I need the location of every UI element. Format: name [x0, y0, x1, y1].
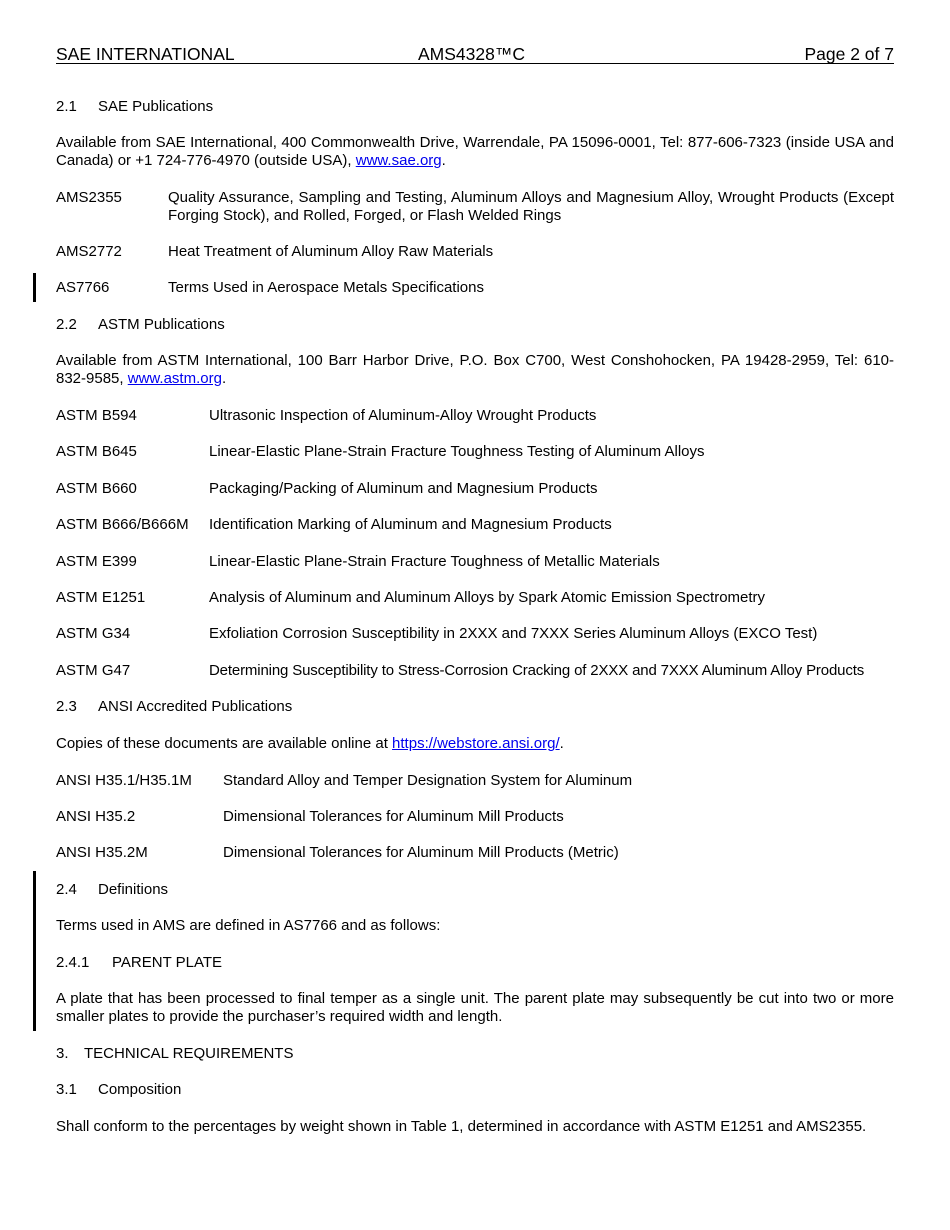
- section-3-heading: [56, 1045, 293, 1063]
- section-2-2-heading: [56, 316, 225, 334]
- ref-code: ANSI H35.2: [56, 808, 136, 825]
- ref-title: Terms Used in Aerospace Metals Specifications: [168, 279, 484, 296]
- sae-availability-paragraph: [56, 134, 894, 170]
- section-title: ANSI Accredited Publications: [98, 698, 293, 715]
- header-rule: [56, 63, 894, 64]
- section-number: 2.4.1: [56, 954, 90, 971]
- section-3-1-heading: [56, 1081, 181, 1099]
- ref-code: AMS2355: [56, 189, 122, 206]
- section-number: 2.2: [56, 316, 77, 333]
- availability-text: Copies of these documents are available online at: [56, 735, 393, 752]
- section-number: 2.1: [56, 98, 77, 115]
- definitions-intro: Terms used in AMS are defined in AS7766 and as follows:: [56, 917, 441, 934]
- ref-title: Ultrasonic Inspection of Aluminum-Alloy Wrought Products: [209, 407, 597, 424]
- ref-code: ASTM B645: [56, 443, 137, 460]
- availability-text: Available from SAE International, 400 Commonwealth Drive, Warrendale, PA 15096-0001, Tel: 877-606-7323 (inside USA and Canada) or +1 724-776-4970 (outside USA),: [56, 134, 894, 169]
- section-2-4-1-heading: [56, 954, 222, 972]
- section-title: ASTM Publications: [98, 316, 225, 333]
- section-title: SAE Publications: [98, 98, 214, 115]
- ref-code: ASTM G34: [56, 625, 131, 642]
- change-bar: [33, 871, 36, 1031]
- section-number: 3.: [56, 1045, 69, 1062]
- ref-code: AMS2772: [56, 243, 122, 260]
- section-title: Definitions: [98, 881, 169, 898]
- ref-code: ASTM E399: [56, 553, 137, 570]
- ref-code: ASTM B660: [56, 480, 137, 497]
- parent-plate-definition: A plate that has been processed to final temper as a single unit. The parent plate may subsequently be cut into two or more smaller plates to provide the purchaser’s required width and length.: [56, 990, 894, 1025]
- ref-title: Identification Marking of Aluminum and Magnesium Products: [209, 516, 612, 533]
- section-number: 2.4: [56, 881, 77, 898]
- ref-title: Determining Susceptibility to Stress-Corrosion Cracking of 2XXX and 7XXX Aluminum Alloy Products: [209, 662, 865, 679]
- ref-title: Dimensional Tolerances for Aluminum Mill Products: [223, 808, 564, 825]
- section-number: 3.1: [56, 1081, 77, 1098]
- ref-code: ASTM B594: [56, 407, 137, 424]
- ref-code: AS7766: [56, 279, 110, 296]
- astm-link[interactable]: www.astm.org: [127, 370, 222, 387]
- ref-code: ASTM G47: [56, 662, 131, 679]
- section-title: TECHNICAL REQUIREMENTS: [84, 1045, 294, 1062]
- section-title: PARENT PLATE: [112, 954, 223, 971]
- change-bar: [33, 273, 36, 302]
- availability-text-end: .: [559, 735, 564, 752]
- sae-link[interactable]: www.sae.org: [355, 152, 442, 169]
- ref-title: Linear-Elastic Plane-Strain Fracture Toughness of Metallic Materials: [209, 553, 660, 570]
- ref-title: Analysis of Aluminum and Aluminum Alloys by Spark Atomic Emission Spectrometry: [209, 589, 766, 606]
- ref-code: ANSI H35.2M: [56, 844, 148, 861]
- ref-title: Packaging/Packing of Aluminum and Magnesium Products: [209, 480, 598, 497]
- ref-title: Standard Alloy and Temper Designation System for Aluminum: [223, 772, 633, 789]
- ref-title: Quality Assurance, Sampling and Testing, Aluminum Alloys and Magnesium Alloy, Wrought Products (Except Forging Stock), and Rolled, Forged, or Flash Welded Rings: [168, 189, 894, 224]
- ref-title: Exfoliation Corrosion Susceptibility in 2XXX and 7XXX Series Aluminum Alloys (EXCO Test): [209, 625, 818, 642]
- ref-title: Linear-Elastic Plane-Strain Fracture Toughness Testing of Aluminum Alloys: [209, 443, 705, 460]
- header-doc-id: AMS4328™C: [418, 44, 525, 64]
- section-2-3-heading: [56, 698, 292, 716]
- section-number: 2.3: [56, 698, 77, 715]
- section-title: Composition: [98, 1081, 182, 1098]
- composition-text: Shall conform to the percentages by weight shown in Table 1, determined in accordance with ASTM E1251 and AMS2355.: [56, 1118, 867, 1135]
- astm-availability-paragraph: [56, 352, 894, 388]
- section-2-1-heading: [56, 98, 213, 116]
- ansi-link[interactable]: https://webstore.ansi.org/: [392, 735, 560, 752]
- ansi-availability-paragraph: [56, 735, 564, 753]
- availability-text-end: .: [441, 152, 446, 169]
- ref-code: ASTM E1251: [56, 589, 146, 606]
- header-page-number: Page 2 of 7: [804, 44, 894, 64]
- section-2-4-heading: [56, 881, 168, 899]
- availability-text: Available from ASTM International, 100 Barr Harbor Drive, P.O. Box C700, West Conshohocken, PA 19428-2959, Tel: 610-832-9585,: [56, 352, 894, 387]
- ref-title: Heat Treatment of Aluminum Alloy Raw Materials: [168, 243, 494, 260]
- ref-title: Dimensional Tolerances for Aluminum Mill Products (Metric): [223, 844, 619, 861]
- ref-code: ASTM B666/B666M: [56, 516, 189, 533]
- availability-text-end: .: [221, 370, 227, 387]
- ref-code: ANSI H35.1/H35.1M: [56, 772, 192, 789]
- header-org: SAE INTERNATIONAL: [56, 44, 235, 64]
